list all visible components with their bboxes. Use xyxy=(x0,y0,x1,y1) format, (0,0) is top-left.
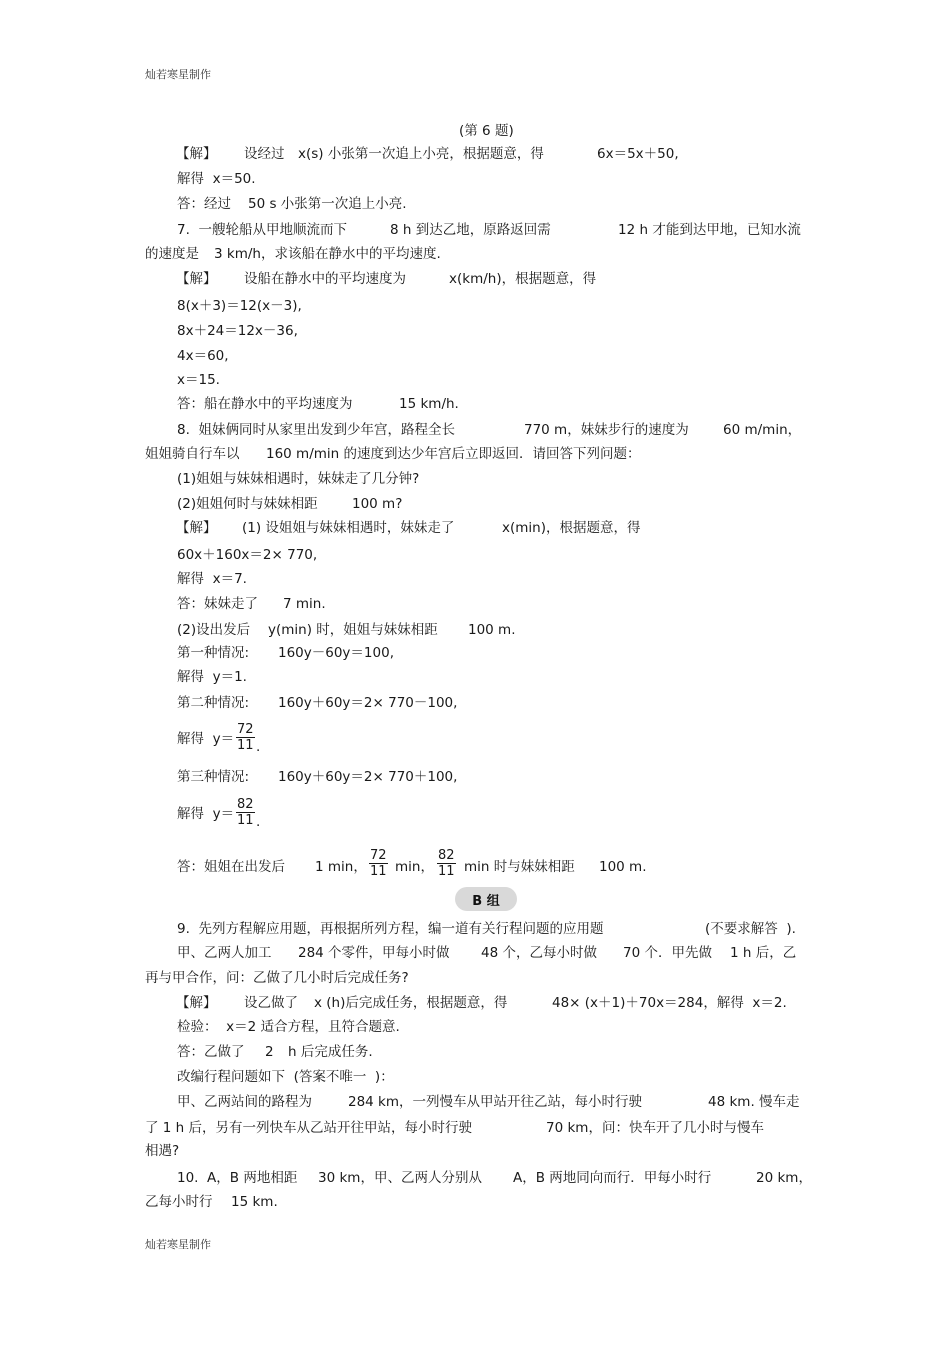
p9-line-1 xyxy=(0,943,950,963)
p9-r3: 相遇? xyxy=(145,1143,180,1159)
p9-l1-a: 甲、乙两人加工 xyxy=(177,945,272,961)
fraction-numerator: 82 xyxy=(237,797,254,812)
p8-q1-a: 8. 姐妹俩同时从家里出发到少年宫，路程全长 xyxy=(177,422,455,438)
p9-check-line xyxy=(0,1017,950,1037)
fraction-denominator: 11 xyxy=(237,813,254,828)
p7-q2-a: 的速度是 xyxy=(145,246,199,262)
p8-question-line-2 xyxy=(0,444,950,464)
p6-sol-text: 设经过 xyxy=(244,146,285,162)
equation: 解得 y＝ xyxy=(177,806,235,822)
equation: 160y－60y＝100, xyxy=(278,645,394,661)
p9-l1-b: 284 个零件，甲每小时做 xyxy=(298,945,450,961)
p8-final-c: min， xyxy=(395,859,434,875)
p9-solution-line xyxy=(0,993,950,1013)
period: . xyxy=(256,739,261,755)
group-b-badge: B 组 xyxy=(455,887,517,911)
p9-ans-c: h 后完成任务. xyxy=(288,1044,373,1060)
p8-answer1-line xyxy=(0,594,950,614)
equation: 8x＋24＝12x－36, xyxy=(177,323,298,339)
header-watermark: 灿若寒星制作 xyxy=(145,68,211,81)
p8-q1-c: 60 m/min， xyxy=(723,422,802,438)
p10-line-1 xyxy=(0,1168,950,1188)
equation: x＝15. xyxy=(177,372,220,388)
equation: 8(x＋3)＝12(x－3), xyxy=(177,298,302,314)
p9-r1-a: 甲、乙两站间的路程为 xyxy=(177,1094,312,1110)
p9-rewrite: 改编行程问题如下 (答案不唯一 )： xyxy=(177,1069,394,1085)
equation: 60x＋160x＝2× 770, xyxy=(177,547,318,563)
period: . xyxy=(256,814,261,830)
p8-sol1-a: (1) 设姐姐与妹妹相遇时，妹妹走了 xyxy=(242,520,455,536)
p9-l1-c: 48 个，乙每小时做 xyxy=(481,945,597,961)
p9-answer-line xyxy=(0,1042,950,1062)
p8-ans1-a: 答：妹妹走了 xyxy=(177,596,258,612)
p7-answer-b: 15 km/h. xyxy=(399,396,459,412)
equation: 4x＝60, xyxy=(177,348,229,364)
p9-check: 检验： x＝2 适合方程，且符合题意. xyxy=(177,1019,400,1035)
fraction-denominator: 11 xyxy=(438,864,455,879)
p6-solve: 解得 x＝50. xyxy=(177,171,256,187)
equation: 160y＋60y＝2× 770－100, xyxy=(278,695,458,711)
p7-answer-a: 答：船在静水中的平均速度为 xyxy=(177,396,353,412)
p9-q-a: 9. 先列方程解应用题，再根据所列方程，编一道有关行程问题的应用题 xyxy=(177,921,604,937)
p7-eq1 xyxy=(0,296,950,316)
p10-l2-a: 乙每小时行 xyxy=(145,1194,213,1210)
fraction-denominator: 11 xyxy=(237,738,254,753)
p8-case2-line xyxy=(0,693,950,713)
fraction-82-11 xyxy=(437,848,456,879)
p10-l1-c: A，B 两地同向而行．甲每小时行 xyxy=(513,1170,712,1186)
p8-case3-period xyxy=(0,812,950,832)
fraction-denominator: 11 xyxy=(370,864,387,879)
fraction-numerator: 82 xyxy=(438,848,455,863)
p8-solve1 xyxy=(0,569,950,589)
p9-l1-e: 1 h 后，乙 xyxy=(730,945,797,961)
p8-sub2-line xyxy=(0,494,950,514)
p10-l1-a: 10. A，B 两地相距 xyxy=(177,1170,298,1186)
p8-sol1-b: x(min)，根据题意，得 xyxy=(502,520,641,536)
p9-sol-b: x (h)后完成任务，根据题意，得 xyxy=(314,995,508,1011)
case-label: 第二种情况: xyxy=(177,695,250,711)
p8-sub1-line xyxy=(0,469,950,489)
p7-eq3 xyxy=(0,346,950,366)
p8-final-d: min 时与妹妹相距 xyxy=(464,859,575,875)
p7-q1-b: 8 h 到达乙地，原路返回需 xyxy=(390,222,551,238)
fraction-numerator: 72 xyxy=(370,848,387,863)
p7-answer-line xyxy=(0,394,950,414)
footer-watermark: 灿若寒星制作 xyxy=(145,1238,211,1251)
p9-r2-b: 70 km，问：快车开了几小时与慢车 xyxy=(546,1120,764,1136)
p9-rewrite-line xyxy=(0,1067,950,1087)
p9-r3-line xyxy=(0,1141,950,1161)
p8-q2-b: 160 m/min 的速度到达少年宫后立即返回．请回答下列问题： xyxy=(266,446,641,462)
p9-r2-a: 了 1 h 后，另有一列快车从乙站开往甲站，每小时行驶 xyxy=(145,1120,473,1136)
p7-solution-line xyxy=(0,269,950,289)
p8-sub1: (1)姐姐与妹妹相遇时，妹妹走了几分钟? xyxy=(177,471,420,487)
figure-caption-line xyxy=(0,121,950,141)
p10-l2-b: 15 km. xyxy=(231,1194,278,1210)
p8-case2-period xyxy=(0,737,950,757)
p8-sol2-b: y(min) 时，姐姐与妹妹相距 xyxy=(268,622,438,638)
p9-ans-b: 2 xyxy=(265,1044,274,1060)
p7-eq4 xyxy=(0,370,950,390)
p9-question-line xyxy=(0,919,950,939)
p7-eq2 xyxy=(0,321,950,341)
p9-sol-c: 48× (x＋1)＋70x＝284，解得 x＝2. xyxy=(552,995,787,1011)
p7-question-line-2 xyxy=(0,244,950,264)
p7-question-line-1 xyxy=(0,220,950,240)
p6-sol-var: x(s) 小张第一次追上小亮，根据题意，得 xyxy=(298,146,544,162)
fraction-72-11 xyxy=(369,848,388,879)
p8-final-b: 1 min， xyxy=(315,859,367,875)
p8-final-a: 答：姐姐在出发后 xyxy=(177,859,285,875)
p8-question-line-1 xyxy=(0,420,950,440)
p7-sol-var: x(km/h)，根据题意，得 xyxy=(449,271,597,287)
p8-case3-line xyxy=(0,767,950,787)
p10-line-2 xyxy=(0,1192,950,1212)
p8-ans1-b: 7 min. xyxy=(283,596,326,612)
equation: 解得 y＝1. xyxy=(177,669,247,685)
fraction-numerator: 72 xyxy=(237,722,254,737)
solution-tag: 【解】 xyxy=(176,271,217,287)
p8-sub2-b: 100 m? xyxy=(352,496,403,512)
p9-l2: 再与甲合作，问：乙做了几小时后完成任务? xyxy=(145,970,409,986)
p9-l1-d: 70 个．甲先做 xyxy=(623,945,712,961)
p6-answer-b: 50 s 小张第一次追上小亮. xyxy=(248,196,407,212)
case-label: 第三种情况: xyxy=(177,769,250,785)
p6-answer-line xyxy=(0,194,950,214)
equation: 解得 y＝ xyxy=(177,731,235,747)
p9-ans-a: 答：乙做了 xyxy=(177,1044,245,1060)
p8-sol2-a: (2)设出发后 xyxy=(177,622,251,638)
equation: 解得 x＝7. xyxy=(177,571,247,587)
p8-final-e: 100 m. xyxy=(599,859,647,875)
p6-solve-line xyxy=(0,169,950,189)
p7-sol-text: 设船在静水中的平均速度为 xyxy=(244,271,406,287)
p8-sol2-line xyxy=(0,620,950,640)
solution-tag: 【解】 xyxy=(176,995,217,1011)
equation: 160y＋60y＝2× 770＋100, xyxy=(278,769,458,785)
p9-q-b: (不要求解答 ). xyxy=(705,921,796,937)
p8-sol2-c: 100 m. xyxy=(468,622,516,638)
case-label: 第一种情况: xyxy=(177,645,250,661)
p8-q2-a: 姐姐骑自行车以 xyxy=(145,446,240,462)
p7-q1-a: 7. 一艘轮船从甲地顺流而下 xyxy=(177,222,347,238)
p6-solution-line xyxy=(0,144,950,164)
solution-tag: 【解】 xyxy=(176,520,217,536)
p9-r1-b: 284 km，一列慢车从甲站开往乙站，每小时行驶 xyxy=(348,1094,643,1110)
p9-line-2 xyxy=(0,968,950,988)
p9-sol-a: 设乙做了 xyxy=(244,995,298,1011)
solution-tag: 【解】 xyxy=(176,146,217,162)
p10-l1-d: 20 km， xyxy=(756,1170,812,1186)
p10-l1-b: 30 km，甲、乙两人分别从 xyxy=(318,1170,482,1186)
p9-r1-c: 48 km. 慢车走 xyxy=(708,1094,800,1110)
p8-solution-line xyxy=(0,518,950,538)
p9-r1-line xyxy=(0,1092,950,1112)
p8-case1-solve xyxy=(0,667,950,687)
p8-final-answer-line xyxy=(0,857,950,877)
p7-q1-c: 12 h 才能到达甲地，已知水流 xyxy=(618,222,801,238)
p6-equation: 6x＝5x＋50, xyxy=(597,146,679,162)
p6-answer-a: 答：经过 xyxy=(177,196,231,212)
figure-caption: (第 6 题) xyxy=(459,123,514,139)
p8-case1-line xyxy=(0,643,950,663)
p8-q1-b: 770 m，妹妹步行的速度为 xyxy=(524,422,689,438)
p9-r2-line xyxy=(0,1118,950,1138)
p8-eq1 xyxy=(0,545,950,565)
p7-q2-b: 3 km/h，求该船在静水中的平均速度. xyxy=(214,246,441,262)
p8-sub2-a: (2)姐姐何时与妹妹相距 xyxy=(177,496,318,512)
